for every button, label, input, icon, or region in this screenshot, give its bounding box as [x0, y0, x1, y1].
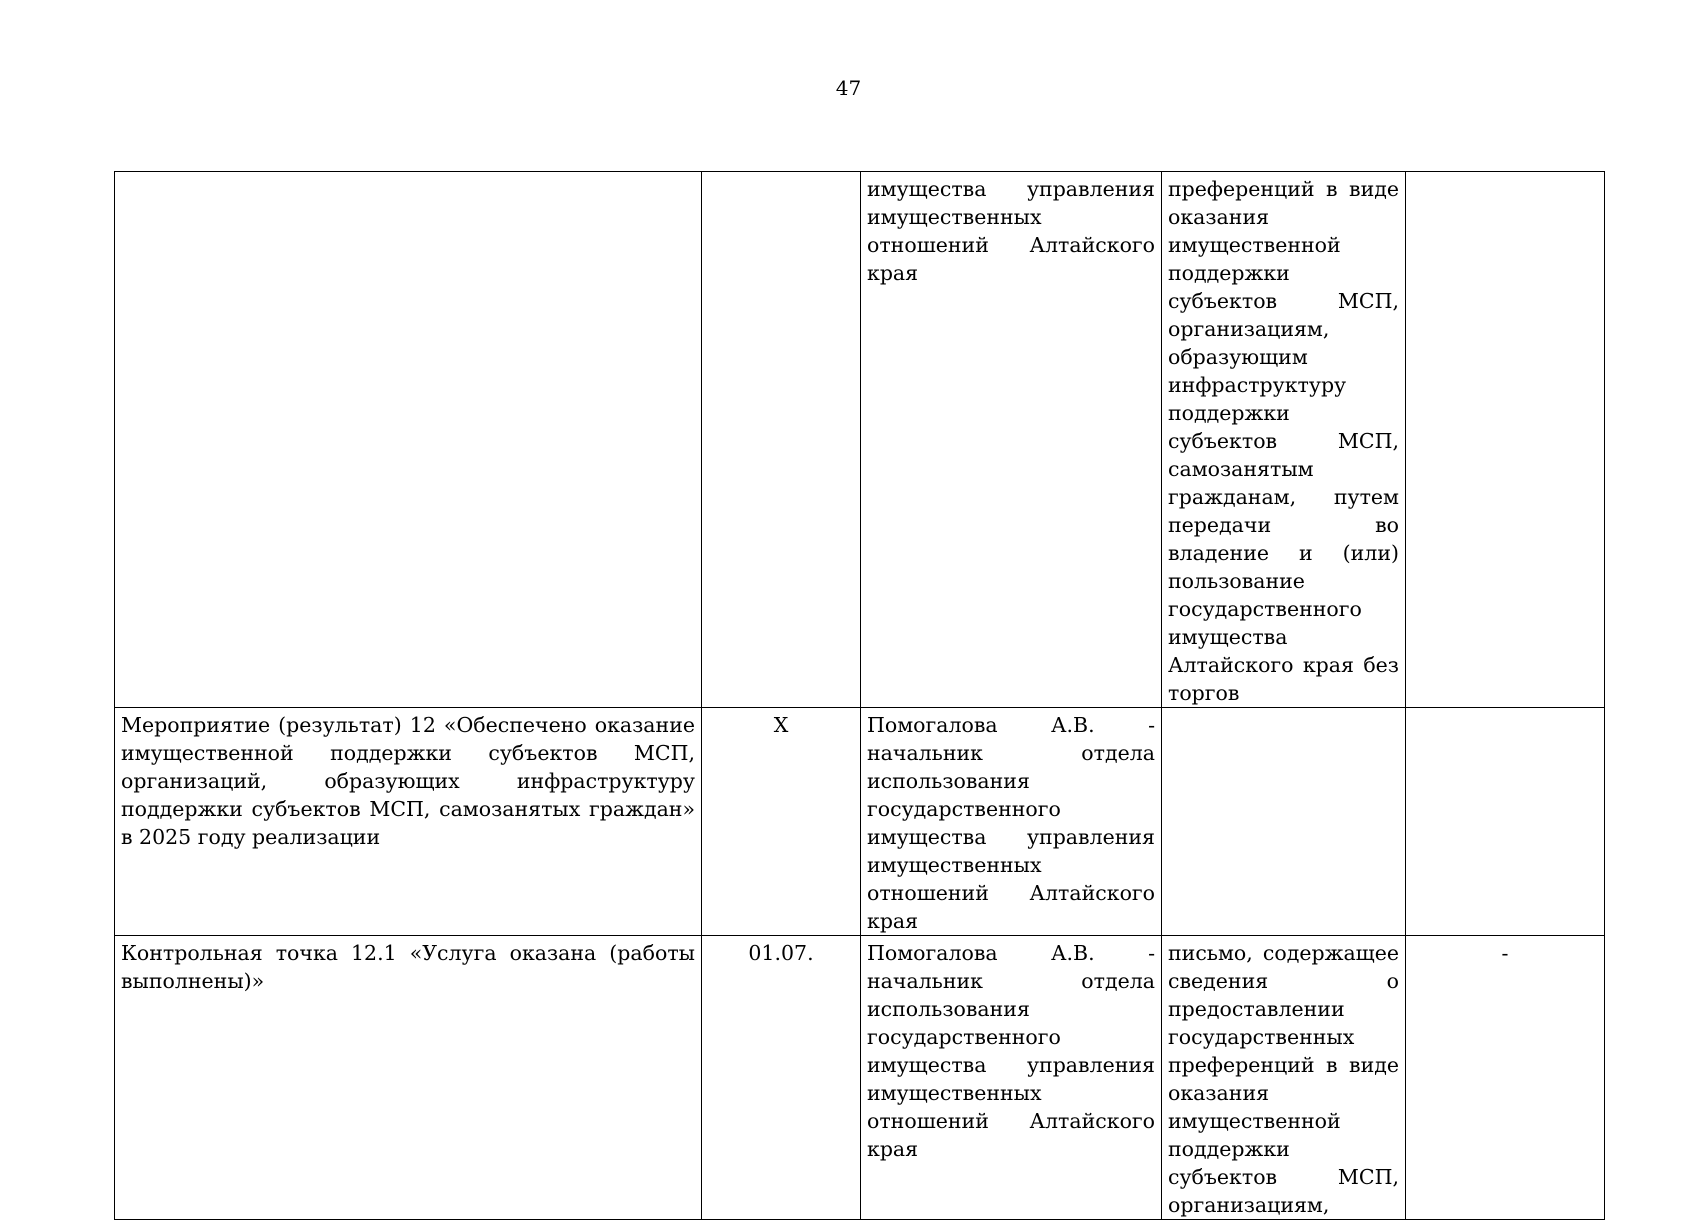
- responsible-text: Помогалова А.В. - начальник отдела использования государственного имущества управления имущественных отношений Алтайского края: [867, 941, 1155, 1161]
- responsible-cell: [861, 708, 1162, 936]
- date-text: 01.07.: [748, 941, 814, 965]
- document-text: письмо, содержащее сведения о предоставлении государственных преференций в виде оказания имущественной поддержки субъектов МСП, организациям,: [1168, 941, 1399, 1217]
- document-cell: [1162, 172, 1406, 708]
- responsible-text: имущества управления имущественных отношений Алтайского края: [867, 177, 1155, 285]
- note-text: -: [1501, 941, 1509, 965]
- responsible-cell: [861, 172, 1162, 708]
- table-row: [115, 936, 1605, 1220]
- event-cell: [115, 936, 702, 1220]
- document-cell: [1162, 708, 1406, 936]
- event-text: Контрольная точка 12.1 «Услуга оказана (работы выполнены)»: [121, 941, 695, 993]
- table-row: [115, 172, 1605, 708]
- plan-table: [114, 171, 1605, 1220]
- note-cell: [1406, 708, 1605, 936]
- event-cell: [115, 708, 702, 936]
- document-cell: [1162, 936, 1406, 1220]
- event-text: Мероприятие (результат) 12 «Обеспечено оказание имущественной поддержки субъектов МСП, организаций, образующих инфраструктуру поддержки субъектов МСП, самозанятых граждан» в 2025 году реализации: [121, 713, 695, 849]
- note-cell: [1406, 172, 1605, 708]
- date-cell: [702, 936, 861, 1220]
- responsible-text: Помогалова А.В. - начальник отдела использования государственного имущества управления имущественных отношений Алтайского края: [867, 713, 1155, 933]
- document-text: преференций в виде оказания имущественной поддержки субъектов МСП, организациям, образующим инфраструктуру поддержки субъектов МСП, самозанятым гражданам, путем передачи во владение и (или) пользование государственного имущества Алтайского края без торгов: [1168, 177, 1399, 705]
- event-cell: [115, 172, 702, 708]
- date-cell: [702, 708, 861, 936]
- date-cell: [702, 172, 861, 708]
- table-row: [115, 708, 1605, 936]
- responsible-cell: [861, 936, 1162, 1220]
- date-text: X: [773, 713, 789, 737]
- page-number: 47: [835, 76, 862, 100]
- note-cell: [1406, 936, 1605, 1220]
